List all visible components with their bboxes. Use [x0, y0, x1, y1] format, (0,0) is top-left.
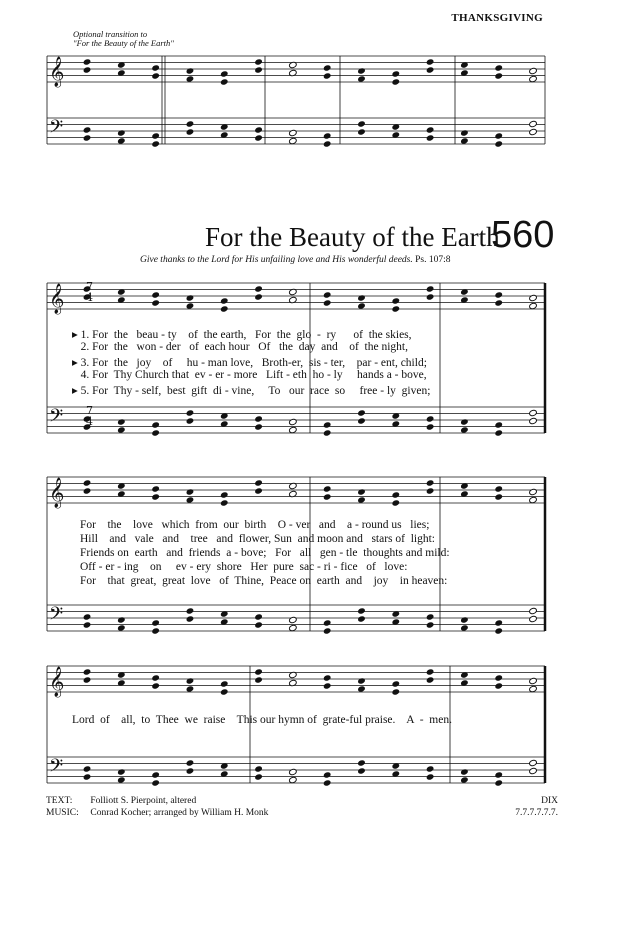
notehead [357, 488, 366, 495]
notehead [323, 299, 332, 306]
notehead [391, 680, 400, 687]
notehead [186, 294, 195, 301]
notehead [460, 137, 469, 144]
music-symbol: 𝄢 [49, 604, 64, 629]
music-symbol: 𝄞 [49, 284, 65, 314]
notehead [117, 137, 126, 144]
notehead [83, 134, 92, 141]
notehead [186, 615, 195, 622]
notehead [254, 66, 263, 73]
notehead [529, 67, 538, 74]
notehead [220, 297, 229, 304]
notehead [426, 423, 435, 430]
notehead [494, 299, 503, 306]
notehead [357, 685, 366, 692]
music-symbol: 𝄞 [49, 57, 65, 87]
notehead [426, 487, 435, 494]
notehead [529, 488, 538, 495]
credits [46, 795, 268, 819]
stanza-1-line-2: For the love which from our birth O - ver and a - round us lies; [80, 519, 430, 531]
notehead [220, 499, 229, 506]
notehead [494, 132, 503, 139]
notehead [357, 759, 366, 766]
notehead [494, 429, 503, 436]
notehead [529, 120, 538, 127]
music-symbol: 𝄢 [49, 756, 64, 781]
tune-name: DIX [541, 796, 558, 806]
transition-note-line1: Optional transition to [73, 29, 148, 39]
notehead [117, 776, 126, 783]
music-symbol: 7 [86, 280, 93, 293]
notehead [391, 297, 400, 304]
notehead [494, 771, 503, 778]
notehead [460, 129, 469, 136]
notehead [357, 302, 366, 309]
text-label: TEXT: [46, 796, 73, 806]
notehead [391, 491, 400, 498]
notehead [323, 674, 332, 681]
notehead [254, 621, 263, 628]
notehead [151, 291, 160, 298]
notehead [289, 776, 298, 783]
notehead [460, 776, 469, 783]
hymn-title: For the Beauty of the Earth [205, 222, 500, 252]
notehead [323, 421, 332, 428]
notehead [151, 421, 160, 428]
music-symbol: 𝄢 [49, 117, 64, 142]
notehead [186, 120, 195, 127]
notehead [117, 426, 126, 433]
notehead [494, 493, 503, 500]
music-symbol: 𝄢 [49, 406, 64, 431]
notehead [289, 768, 298, 775]
notehead [83, 676, 92, 683]
notehead [151, 299, 160, 306]
notehead [391, 305, 400, 312]
notehead [426, 58, 435, 65]
notehead [83, 668, 92, 675]
transition-note-line2: "For the Beauty of the Earth" [73, 38, 174, 48]
notehead [323, 771, 332, 778]
notehead [323, 72, 332, 79]
notehead [494, 140, 503, 147]
notehead [289, 616, 298, 623]
notehead [529, 496, 538, 503]
notehead [426, 134, 435, 141]
notehead [254, 285, 263, 292]
notehead [529, 759, 538, 766]
notehead [254, 134, 263, 141]
notehead [529, 607, 538, 614]
notehead [220, 688, 229, 695]
notehead [117, 616, 126, 623]
notehead [323, 485, 332, 492]
section-heading: THANKSGIVING [451, 12, 543, 24]
notehead [391, 78, 400, 85]
stanza-3-line: ▸ 3. For the joy of hu - man love, Broth-er, sis - ter, par - ent, child; [72, 357, 427, 369]
notehead [151, 64, 160, 71]
notehead [83, 487, 92, 494]
stanza-5-line: ▸ 5. For Thy - self, best gift di - vine, To our race so free - ly given; [72, 385, 431, 397]
music-symbol: 𝄞 [49, 478, 65, 508]
notehead [426, 765, 435, 772]
notehead [494, 291, 503, 298]
notehead [357, 496, 366, 503]
notehead [289, 624, 298, 631]
notehead [357, 677, 366, 684]
notehead [186, 488, 195, 495]
notehead [254, 415, 263, 422]
notehead [151, 779, 160, 786]
notehead [494, 485, 503, 492]
notehead [357, 128, 366, 135]
music-author: Conrad Kocher; arranged by William H. Monk [90, 808, 269, 818]
notehead [254, 293, 263, 300]
notehead [323, 132, 332, 139]
music-symbol: 4 [86, 291, 93, 304]
notehead [357, 607, 366, 614]
stanza-2-line-2: Hill and vale and tree and flower, Sun and moon and stars of light: [80, 533, 436, 545]
music-symbol: 𝄞 [49, 667, 65, 697]
notehead [494, 421, 503, 428]
notehead [151, 771, 160, 778]
notehead [357, 120, 366, 127]
notehead [529, 615, 538, 622]
meter: 7.7.7.7.7.7. [515, 808, 558, 818]
notehead [323, 493, 332, 500]
notehead [151, 72, 160, 79]
notehead [323, 64, 332, 71]
notehead [83, 126, 92, 133]
notehead [254, 773, 263, 780]
notehead [494, 674, 503, 681]
notehead [391, 70, 400, 77]
notehead [83, 479, 92, 486]
notehead [254, 58, 263, 65]
notehead [83, 773, 92, 780]
notehead [460, 418, 469, 425]
scripture-text: Give thanks to the Lord for His unfailing love and His wonderful deeds. [140, 255, 413, 265]
notehead [289, 418, 298, 425]
stanza-4-line: 4. For Thy Church that ev - er - more Lift - eth ho - ly hands a - bove, [72, 369, 427, 381]
notehead [186, 67, 195, 74]
notehead [494, 627, 503, 634]
notehead [323, 627, 332, 634]
notehead [494, 779, 503, 786]
notehead [83, 66, 92, 73]
notehead [426, 613, 435, 620]
notehead [460, 426, 469, 433]
notehead [391, 499, 400, 506]
notehead [460, 616, 469, 623]
notehead [426, 415, 435, 422]
notehead [117, 129, 126, 136]
music-symbol: 4 [86, 415, 93, 428]
notehead [220, 680, 229, 687]
notehead [323, 291, 332, 298]
notehead [529, 75, 538, 82]
notehead [289, 129, 298, 136]
notehead [357, 767, 366, 774]
notehead [529, 294, 538, 301]
notehead [186, 417, 195, 424]
notehead [83, 58, 92, 65]
notehead [357, 294, 366, 301]
notehead [426, 285, 435, 292]
notehead [151, 619, 160, 626]
notehead [117, 418, 126, 425]
notehead [494, 619, 503, 626]
notehead [254, 668, 263, 675]
notehead [220, 78, 229, 85]
notehead [529, 302, 538, 309]
notehead [186, 677, 195, 684]
notehead [529, 767, 538, 774]
notehead [426, 773, 435, 780]
notehead [254, 676, 263, 683]
notehead [323, 682, 332, 689]
notehead [186, 685, 195, 692]
notehead [220, 70, 229, 77]
notehead [494, 72, 503, 79]
notehead [426, 676, 435, 683]
notehead [323, 429, 332, 436]
notehead [186, 128, 195, 135]
stanza-4-line-2: Off - er - ing on ev - ery shore Her pure sac - ri - fice of love: [80, 561, 408, 573]
notehead [254, 765, 263, 772]
stanza-5-line-2: For that great, great love of Thine, Peace on earth and joy in heaven: [80, 575, 448, 587]
notehead [151, 627, 160, 634]
notehead [186, 409, 195, 416]
notehead [254, 487, 263, 494]
notehead [254, 613, 263, 620]
notehead [529, 128, 538, 135]
notehead [289, 137, 298, 144]
music-symbol: 7 [86, 404, 93, 417]
refrain-line: Lord of all, to Thee we raise This our hymn of grate-ful praise. A - men. [72, 714, 452, 726]
notehead [357, 67, 366, 74]
notehead [151, 132, 160, 139]
notehead [254, 126, 263, 133]
tune-info [515, 795, 558, 819]
notehead [357, 409, 366, 416]
notehead [323, 779, 332, 786]
notehead [83, 765, 92, 772]
scripture-line [140, 255, 451, 265]
notehead [186, 302, 195, 309]
notehead [151, 429, 160, 436]
notehead [357, 417, 366, 424]
notehead [426, 621, 435, 628]
notehead [529, 677, 538, 684]
notehead [220, 491, 229, 498]
notehead [426, 293, 435, 300]
notehead [494, 682, 503, 689]
stanza-3-line-2: Friends on earth and friends a - bove; For all gen - tle thoughts and mild: [80, 547, 450, 559]
notehead [357, 615, 366, 622]
notehead [186, 767, 195, 774]
notehead [426, 66, 435, 73]
text-author: Folliott S. Pierpoint, altered [90, 796, 197, 806]
notehead [186, 607, 195, 614]
scripture-ref: Ps. 107:8 [415, 255, 451, 265]
notehead [186, 759, 195, 766]
notehead [460, 624, 469, 631]
hymn-number: 560 [491, 214, 555, 256]
notehead [391, 688, 400, 695]
notehead [151, 674, 160, 681]
stanza-2-line: 2. For the won - der of each hour Of the day and of the night, [72, 341, 408, 353]
notehead [323, 619, 332, 626]
notehead [151, 682, 160, 689]
notehead [254, 479, 263, 486]
notehead [151, 485, 160, 492]
notehead [323, 140, 332, 147]
notehead [254, 423, 263, 430]
notehead [494, 64, 503, 71]
notehead [220, 305, 229, 312]
notehead [117, 768, 126, 775]
notehead [460, 768, 469, 775]
notehead [151, 140, 160, 147]
notehead [186, 496, 195, 503]
notehead [117, 624, 126, 631]
notehead [529, 409, 538, 416]
notehead [186, 75, 195, 82]
notehead [83, 613, 92, 620]
stanza-1-line: ▸ 1. For the beau - ty of the earth, For the glo - ry of the skies, [72, 329, 412, 341]
notehead [426, 668, 435, 675]
notehead [151, 493, 160, 500]
notehead [529, 417, 538, 424]
notehead [289, 426, 298, 433]
music-label: MUSIC: [46, 808, 79, 818]
notehead [529, 685, 538, 692]
notehead [357, 75, 366, 82]
notehead [83, 621, 92, 628]
notehead [426, 479, 435, 486]
notehead [426, 126, 435, 133]
